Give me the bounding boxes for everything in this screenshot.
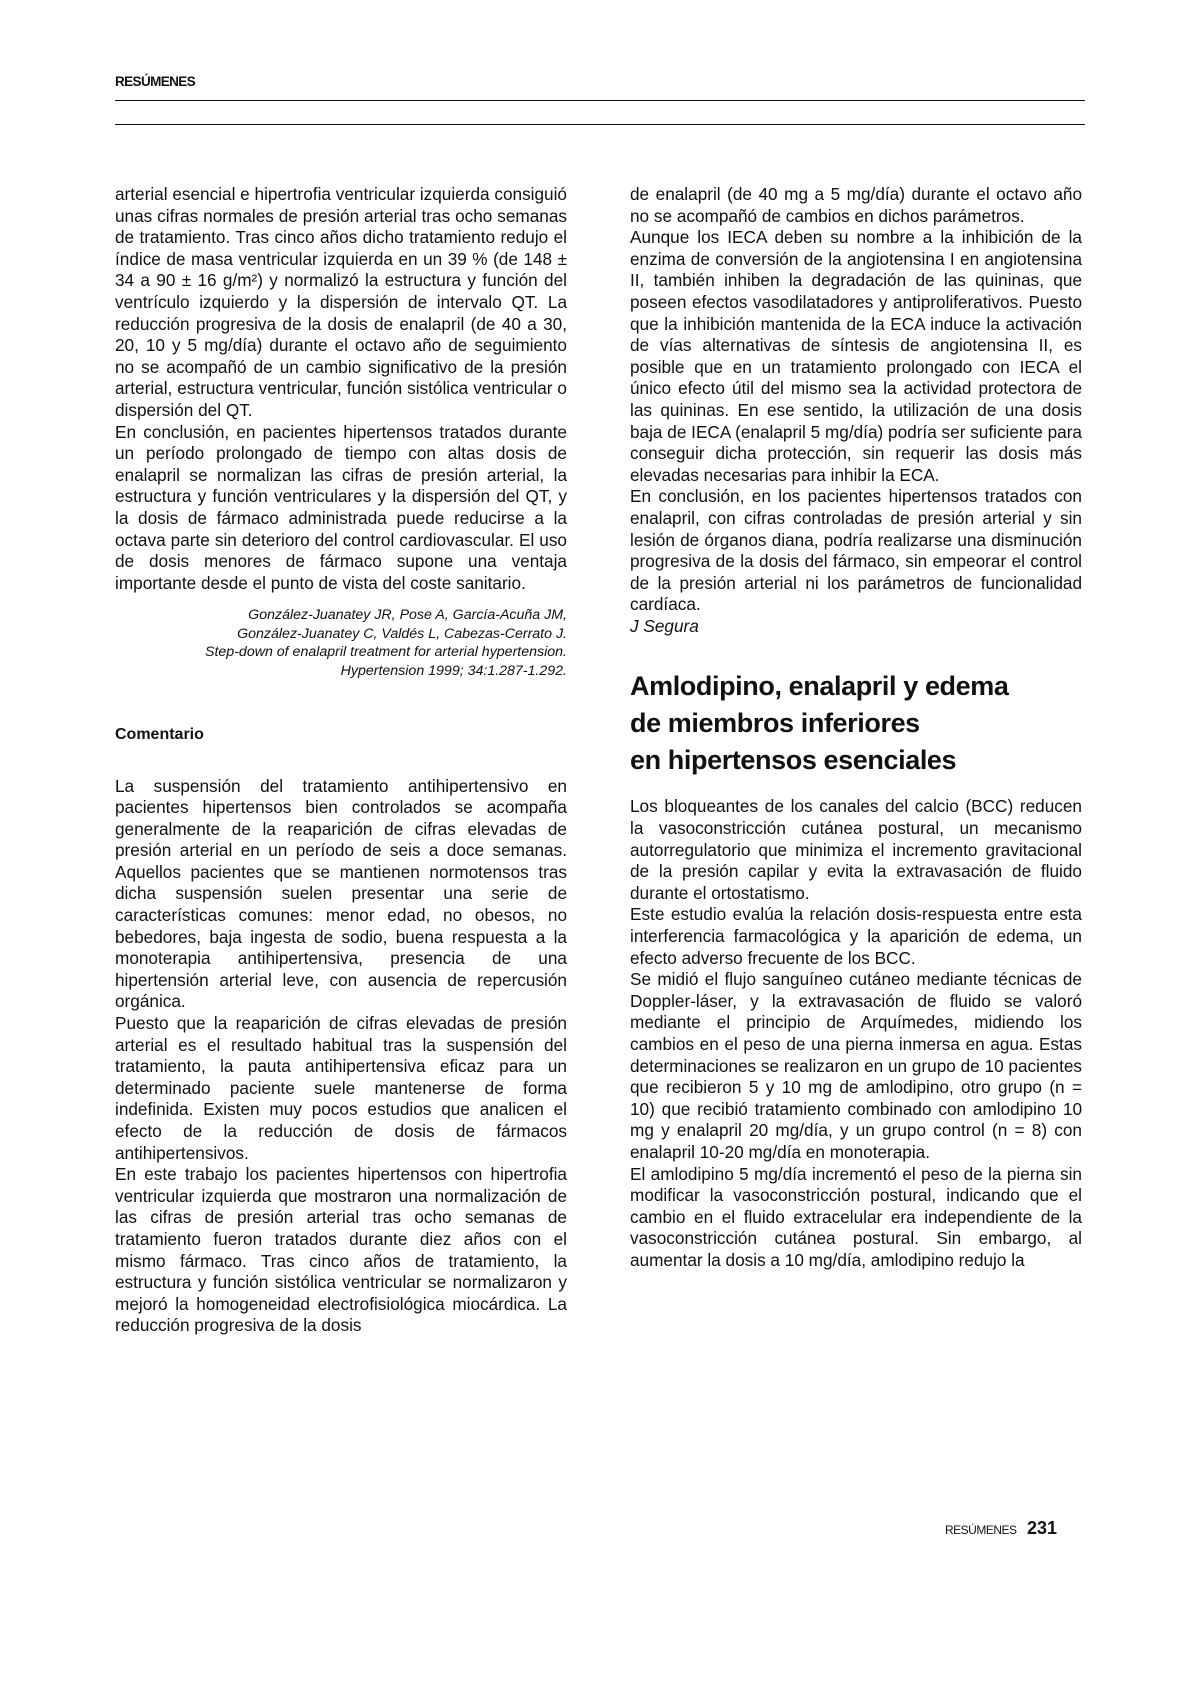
comment-heading: Comentario: [115, 725, 204, 743]
comment-paragraph: La suspensión del tratamiento antihipertensivo en pacientes hipertensos bien controlados se acompaña generalmente de la reaparición de cifras elevadas de presión arterial en un período de seis a doce semanas. Aquellos pacientes que se mantienen normotensos tras dicha suspensión suelen presentar una serie de características comunes: menor edad, no obesos, no bebedores, baja ingesta de sodio, buena respuesta a la monoterapia antihipertensiva, presencia de una hipertensión arterial leve, con ausencia de repercusión orgánica.: [115, 775, 567, 1012]
left-column: [115, 184, 567, 1337]
article-title-line: en hipertensos esenciales: [630, 745, 957, 776]
article-paragraph: Se midió el flujo sanguíneo cutáneo mediante técnicas de Doppler-láser, y la extravasación de fluido se valoró mediante el principio de Arquímedes, midiendo los cambios en el peso de una pierna inmersa en agua. Estas determinaciones se realizaron en un grupo de 10 pacientes que recibieron 5 y 10 mg de amlodipino, otro grupo (n = 10) que recibió tratamiento combinado con amlodipino 10 mg y enalapril 20 mg/día, y un grupo control (n = 8) con enalapril 10-20 mg/día en monoterapia.: [630, 969, 1082, 1162]
article-paragraph: El amlodipino 5 mg/día incrementó el peso de la pierna sin modificar la vasoconstricción postural, indicando que el cambio en el fluido extracelular era independiente de la vasoconstricción cutánea postural. Sin embargo, al aumentar la dosis a 10 mg/día, amlodipino redujo la: [630, 1163, 1082, 1270]
article-title-line: Amlodipino, enalapril y edema: [630, 671, 1009, 702]
article-paragraph: Los bloqueantes de los canales del calcio (BCC) reducen la vasoconstricción cutánea postural, un mecanismo autorregulatorio que minimiza el incremento gravitacional de la presión capilar y evita la extravasación de fluido durante el ortostatismo.: [630, 796, 1082, 903]
citation: [115, 606, 567, 680]
article-title-line: de miembros inferiores: [630, 708, 920, 739]
author-signature: J Segura: [630, 615, 699, 636]
citation-authors-line: González-Juanatey C, Valdés L, Cabezas-Cerrato J.: [237, 625, 567, 642]
body-paragraph: arterial esencial e hipertrofia ventricular izquierda consiguió unas cifras normales de presión arterial tras ocho semanas de tratamiento. Tras cinco años dicho tratamiento redujo el índice de masa ventricular izquierda en un 39 % (de 148 ± 34 a 90 ± 16 g/m²) y normalizó la estructura y función del ventrículo izquierdo y la dispersión de intervalo QT. La reducción progresiva de la dosis de enalapril (de 40 a 30, 20, 10 y 5 mg/día) durante el octavo año de seguimiento no se acompañó de un cambio significativo de la presión arterial, estructura ventricular, función sistólica ventricular o dispersión del QT.: [115, 184, 567, 420]
body-paragraph: de enalapril (de 40 mg a 5 mg/día) durante el octavo año no se acompañó de cambios en dichos parámetros.: [630, 184, 1082, 226]
comment-paragraph: Puesto que la reaparición de cifras elevadas de presión arterial es el resultado habitual tras la suspensión del tratamiento, la pauta antihipertensiva eficaz para un determinado paciente suele mantenerse de forma indefinida. Existen muy pocos estudios que analicen el efecto de la reducción de dosis de fármacos antihipertensivos.: [115, 1013, 567, 1163]
citation-authors-line: González-Juanatey JR, Pose A, García-Acuña JM,: [248, 607, 567, 624]
right-column: [630, 184, 1082, 1272]
article-title: [630, 668, 1082, 779]
footer-section-label: RESÚMENES: [945, 1523, 1017, 1537]
page-number: 231: [1026, 1518, 1058, 1538]
body-paragraph: Aunque los IECA deben su nombre a la inhibición de la enzima de conversión de la angiotensina I en angiotensina II, también inhiben la degradación de las quininas, que poseen efectos vasodilatadores y antiproliferativos. Puesto que la inhibición mantenida de la ECA induce la activación de vías alternativas de síntesis de angiotensina II, es posible que en un tratamiento prolongado con IECA el único efecto útil del mismo sea la actividad protectora de las quininas. En ese sentido, la utilización de una dosis baja de IECA (enalapril 5 mg/día) podría ser suficiente para conseguir dicha protección, sin requerir las dosis más elevadas necesarias para inhibir la ECA.: [630, 227, 1082, 485]
citation-title: Step-down of enalapril treatment for arterial hypertension.: [205, 644, 567, 661]
comment-paragraph: En este trabajo los pacientes hipertensos con hipertrofia ventricular izquierda que mostraron una normalización de las cifras de presión arterial tras ocho semanas de tratamiento fueron tratados durante diez años con el mismo fármaco. Tras cinco años de tratamiento, la estructura y función sistólica ventricular se normalizaron y mejoró la homogeneidad electrofisiológica miocárdica. La reducción progresiva de la dosis: [115, 1164, 567, 1336]
header-rule-bottom: [115, 124, 1085, 125]
body-paragraph: En conclusión, en pacientes hipertensos tratados durante un período prolongado de tiempo con altas dosis de enalapril se normalizan las cifras de presión arterial, la estructura y función ventriculares y la dispersión del QT, y la dosis de fármaco administrada puede reducirse a la octava parte sin deterioro del control cardiovascular. El uso de dosis menores de fármaco supone una ventaja importante desde el punto de vista del coste sanitario.: [115, 421, 567, 593]
article-paragraph: Este estudio evalúa la relación dosis-respuesta entre esta interferencia farmacológica y la aparición de edema, un efecto adverso frecuente de los BCC.: [630, 904, 1082, 968]
page-footer: [945, 1518, 1057, 1539]
running-header: RESÚMENES: [115, 74, 196, 89]
header-rule-top: [115, 100, 1085, 101]
citation-source: Hypertension 1999; 34:1.287-1.292.: [340, 662, 567, 679]
body-paragraph: En conclusión, en los pacientes hipertensos tratados con enalapril, con cifras controladas de presión arterial y sin lesión de órganos diana, podría realizarse una disminución progresiva de la dosis del fármaco, sin empeorar el control de la presión arterial ni los parámetros de funcionalidad cardíaca.: [630, 486, 1082, 615]
